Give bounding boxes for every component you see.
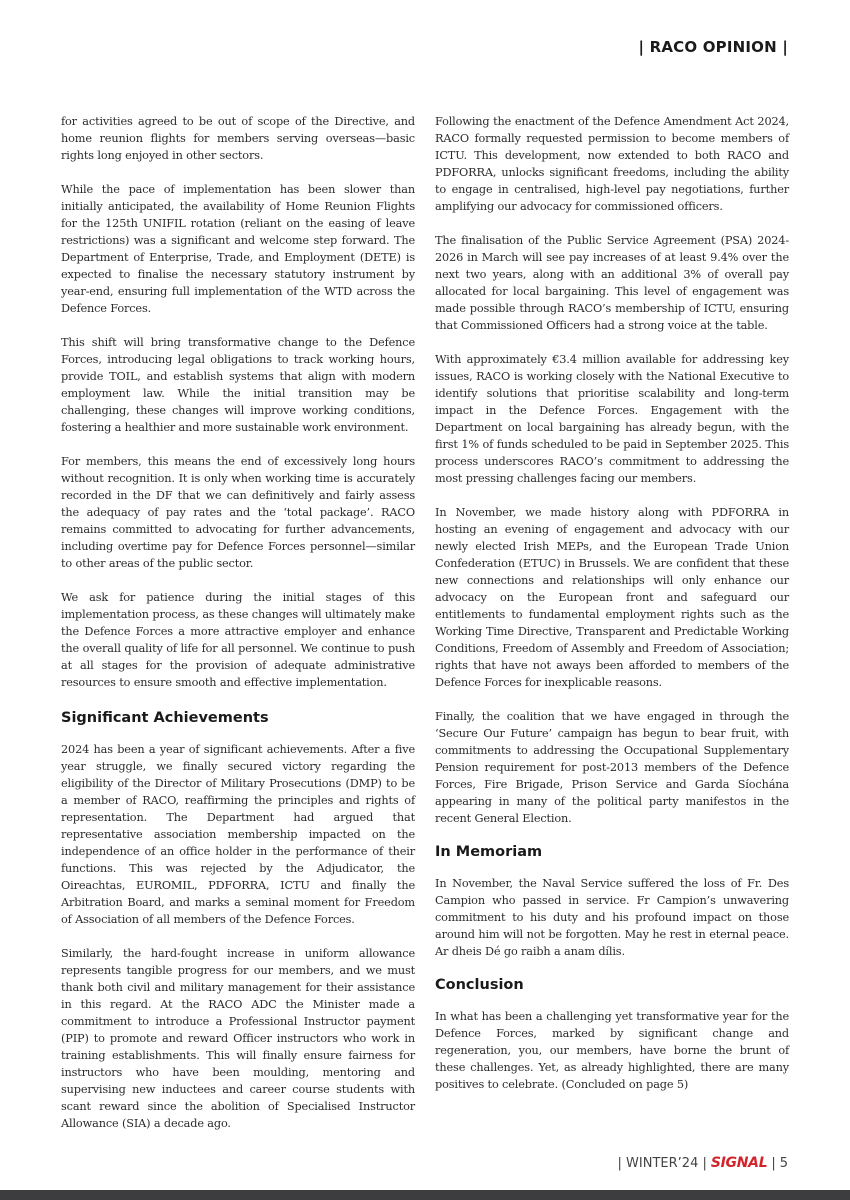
- page-footer: [618, 1155, 788, 1171]
- heading-conclusion: Conclusion: [435, 977, 524, 993]
- footer-separator: |: [771, 1155, 776, 1171]
- paragraph: The finalisation of the Public Service Agreement (PSA) 2024-2026 in March will see pay increases of at least 9.4% over the next two years, along with an additional 3% of overall pay allocated for local bargaining. This level of engagement was made possible through RACO’s membership of ICTU, ensuring that Commissioned Officers had a strong voice at the table.: [435, 234, 789, 332]
- section-tag: | RACO OPINION |: [638, 38, 788, 56]
- paragraph: This shift will bring transformative change to the Defence Forces, introducing legal obligations to track working hours, provide TOIL, and establish systems that align with modern employment law. While the initial transition may be challenging, these changes will improve working conditions, fostering a healthier and more sustainable work environment.: [61, 336, 415, 434]
- paragraph: While the pace of implementation has been slower than initially anticipated, the availability of Home Reunion Flights for the 125th UNIFIL rotation (reliant on the easing of leave restrictions) was a significant and welcome step forward. The Department of Enterprise, Trade, and Employment (DETE) is expected to finalise the necessary statutory instrument by year-end, ensuring full implementation of the WTD across the Defence Forces.: [61, 183, 415, 315]
- paragraph: In what has been a challenging yet transformative year for the Defence Forces, marked by significant change and regeneration, you, our members, have borne the brunt of these challenges. Yet, as already highlighted, there are many positives to celebrate. (Concluded on page 5): [435, 1010, 789, 1091]
- issue-label: | WINTER’24 |: [617, 1155, 707, 1171]
- paragraph: Similarly, the hard-fought increase in uniform allowance represents tangible progress for our members, and we must thank both civil and military management for their assistance in this regard. At the RACO ADC the Minister made a commitment to introduce a Professional Instructor payment (PIP) to promote and reward Officer instructors who work in training establishments. This will finally ensure fairness for instructors who have been moulding, mentoring and supervising new inductees and career course students with scant reward since the abolition of Specialised Instructor Allowance (SIA) a decade ago.: [61, 947, 415, 1130]
- right-column: [435, 113, 789, 1110]
- heading-significant-achievements: Significant Achievements: [61, 710, 269, 726]
- heading-in-memoriam: In Memoriam: [435, 844, 543, 860]
- bottom-bar: [0, 1190, 850, 1200]
- paragraph: Finally, the coalition that we have engaged in through the ‘Secure Our Future’ campaign has begun to bear fruit, with commitments to addressing the Occupational Supplementary Pension requirement for post-2013 members of the Defence Forces, Fire Brigade, Prison Service and Garda Síochána appearing in many of the political party manifestos in the recent General Election.: [435, 710, 789, 825]
- paragraph: Following the enactment of the Defence Amendment Act 2024, RACO formally requested permission to become members of ICTU. This development, now extended to both RACO and PDFORRA, unlocks significant freedoms, including the ability to engage in centralised, high-level pay negotiations, further amplifying our advocacy for commissioned officers.: [435, 115, 789, 213]
- paragraph: In November, we made history along with PDFORRA in hosting an evening of engagement and advocacy with our newly elected Irish MEPs, and the European Trade Union Confederation (ETUC) in Brussels. We are confident that these new connections and relationships will only enhance our advocacy on the European front and safeguard our entitlements to fundamental employment rights such as the Working Time Directive, Transparent and Predictable Working Conditions, Freedom of Assembly and Freedom of Association; rights that have not aways been afforded to members of the Defence Forces for inexplicable reasons.: [435, 506, 789, 689]
- paragraph: 2024 has been a year of significant achievements. After a five year struggle, we finally secured victory regarding the eligibility of the Director of Military Prosecutions (DMP) to be a member of RACO, reaffirming the principles and rights of representation. The Department had argued that representative association membership impacted on the independence of an office holder in the performance of their functions. This was rejected by the Adjudicator, the Oireachtas, EUROMIL, PDFORRA, ICTU and finally the Arbitration Board, and marks a seminal moment for Freedom of Association of all members of the Defence Forces.: [61, 743, 415, 926]
- paragraph: In November, the Naval Service suffered the loss of Fr. Des Campion who passed in service. Fr Campion’s unwavering commitment to his duty and his profound impact on those around him will not be forgotten. May he rest in eternal peace. Ar dheis Dé go raibh a anam dílis.: [435, 877, 789, 958]
- paragraph: We ask for patience during the initial stages of this implementation process, as these changes will ultimately make the Defence Forces a more attractive employer and enhance the overall quality of life for all personnel. We continue to push at all stages for the provision of adequate administrative resources to ensure smooth and effective implementation.: [61, 591, 415, 689]
- page-number: 5: [779, 1155, 788, 1171]
- signal-logo: SIGNAL: [710, 1155, 768, 1171]
- paragraph: for activities agreed to be out of scope of the Directive, and home reunion flights for members serving overseas—basic rights long enjoyed in other sectors.: [61, 115, 415, 162]
- paragraph: For members, this means the end of excessively long hours without recognition. It is only when working time is accurately recorded in the DF that we can definitively and fairly assess the adequacy of pay rates and the ‘total package’. RACO remains committed to advocating for further advancements, including overtime pay for Defence Forces personnel—similar to other areas of the public sector.: [61, 455, 415, 570]
- left-column: [61, 113, 415, 1149]
- paragraph: With approximately €3.4 million available for addressing key issues, RACO is working closely with the National Executive to identify solutions that prioritise scalability and long-term impact in the Defence Forces. Engagement with the Department on local bargaining has already begun, with the first 1% of funds scheduled to be paid in September 2025. This process underscores RACO’s commitment to addressing the most pressing challenges facing our members.: [435, 353, 789, 485]
